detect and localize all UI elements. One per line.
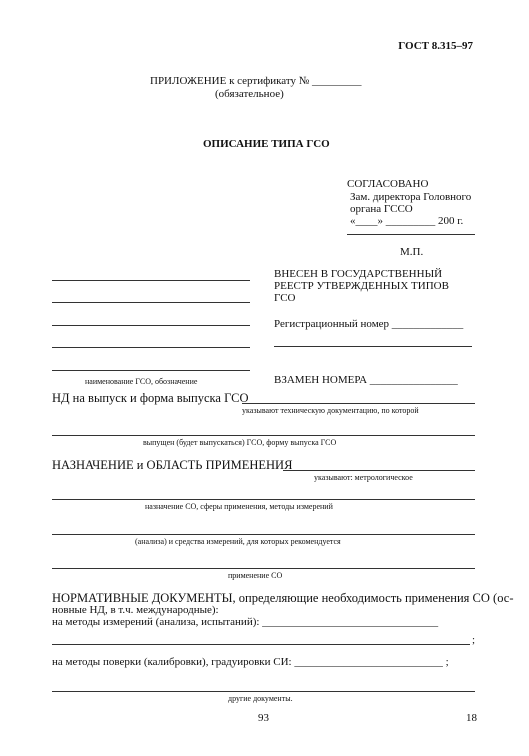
edition-number: 18 — [466, 712, 477, 724]
nd-issue-line — [242, 403, 475, 404]
purpose-line-4 — [52, 568, 475, 569]
normative-line-blank — [52, 644, 470, 645]
nd-issue-line-2 — [52, 435, 475, 436]
purpose-caption3: (анализа) и средства измерений, для которых рекомендуется — [135, 537, 341, 546]
stamp-label: М.П. — [400, 246, 424, 258]
approval-date: «____» _________ 200 г. — [350, 215, 464, 227]
name-line-1 — [52, 280, 250, 281]
normative-measurement-methods: на методы измерений (анализа, испытаний): ________________________________ — [52, 616, 439, 628]
nd-issue-label: НД на выпуск и форма выпуска ГСО — [52, 391, 249, 405]
appendix-mandatory: (обязательное) — [215, 88, 284, 100]
name-line-5 — [52, 370, 250, 371]
normative-other-line — [52, 691, 475, 692]
register-line3: ГСО — [274, 292, 296, 304]
register-line2: РЕЕСТР УТВЕРЖДЕННЫХ ТИПОВ — [274, 280, 449, 292]
normative-semicolon: ; — [472, 634, 476, 646]
normative-verification-methods: на методы поверки (калибровки), градуировки СИ: ___________________________ ; — [52, 656, 449, 668]
purpose-caption4: применение СО — [228, 571, 283, 580]
nd-issue-caption2: выпущен (будет выпускаться) ГСО, форму выпуска ГСО — [143, 438, 337, 447]
approval-signature-line — [347, 234, 475, 235]
purpose-line — [283, 470, 475, 471]
page-title: ОПИСАНИЕ ТИПА ГСО — [203, 138, 330, 150]
purpose-line-3 — [52, 534, 475, 535]
purpose-caption1: указывают: метрологическое — [314, 473, 413, 482]
normative-line1: НОРМАТИВНЫЕ ДОКУМЕНТЫ, определяющие необходимость применения СО (ос- — [52, 591, 514, 605]
normative-caption: другие документы. — [228, 694, 293, 703]
name-line-2 — [52, 302, 250, 303]
approval-line1: Зам. директора Головного — [350, 191, 472, 203]
standard-code: ГОСТ 8.315–97 — [398, 40, 473, 52]
appendix-line: ПРИЛОЖЕНИЕ к сертификату № _________ — [150, 75, 362, 87]
approval-line2: органа ГССО — [350, 203, 413, 215]
purpose-label: НАЗНАЧЕНИЕ и ОБЛАСТЬ ПРИМЕНЕНИЯ — [52, 458, 293, 472]
name-line-3 — [52, 325, 250, 326]
normative-line2: новные НД, в т.ч. международные): — [52, 604, 219, 616]
approval-heading: СОГЛАСОВАНО — [347, 178, 429, 190]
nd-issue-caption1: указывают техническую документацию, по которой — [242, 406, 419, 415]
registration-number-line-2 — [274, 346, 472, 347]
replaces-number-label: ВЗАМЕН НОМЕРА ________________ — [274, 374, 458, 386]
purpose-caption2: назначение СО, сферы применения, методы измерений — [145, 502, 333, 511]
registration-number-label: Регистрационный номер _____________ — [274, 318, 464, 330]
purpose-line-2 — [52, 499, 475, 500]
name-line-4 — [52, 347, 250, 348]
page-number: 93 — [258, 712, 269, 724]
name-caption: наименование ГСО, обозначение — [85, 377, 198, 386]
register-line1: ВНЕСЕН В ГОСУДАРСТВЕННЫЙ — [274, 268, 443, 280]
